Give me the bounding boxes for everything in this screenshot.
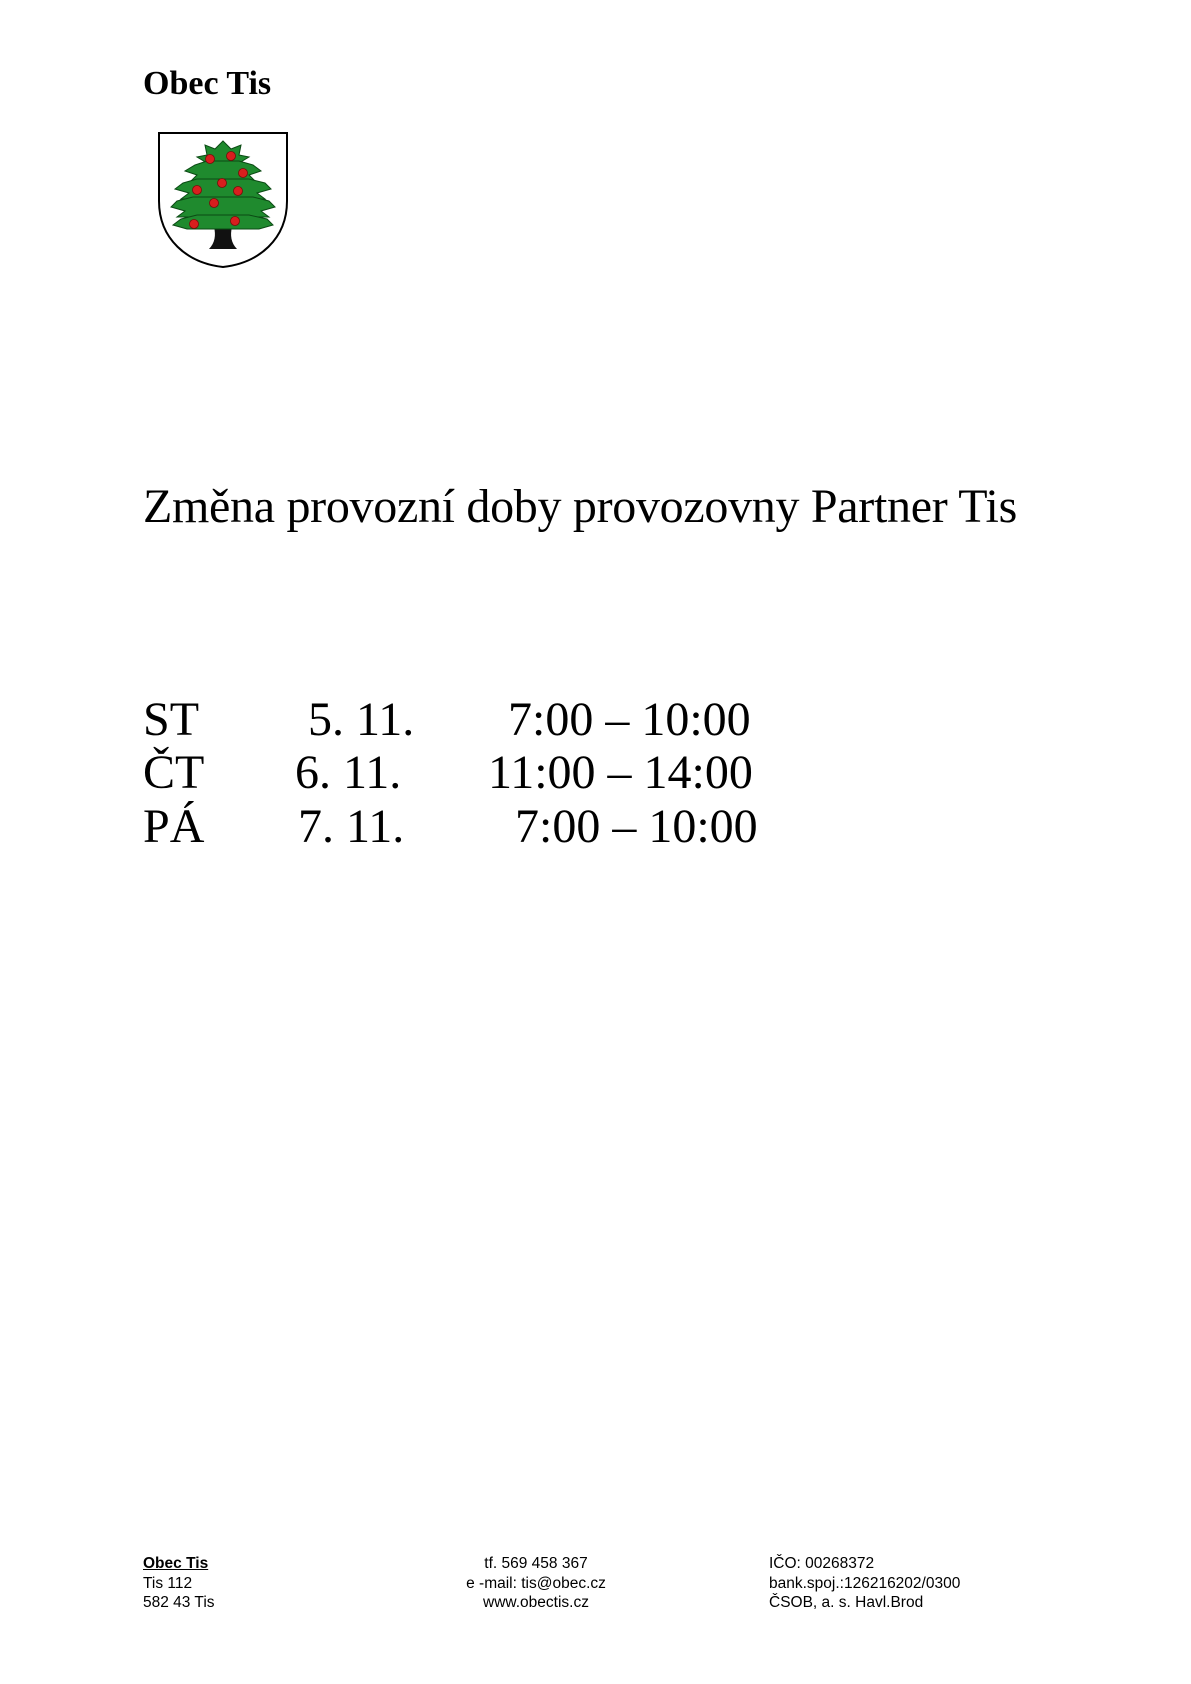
footer-web: www.obectis.cz: [483, 1594, 589, 1611]
schedule-row: [0, 745, 1191, 801]
footer-email: e -mail: tis@obec.cz: [466, 1574, 606, 1592]
notice-heading: Změna provozní doby provozovny Partner Tis: [143, 480, 1017, 533]
footer-street: Tis 112: [143, 1574, 193, 1592]
footer-address: [143, 1554, 215, 1613]
footer-city: 582 43 Tis: [143, 1594, 215, 1611]
schedule-day: ST: [143, 693, 200, 746]
coat-of-arms-icon: [157, 131, 289, 269]
schedule-date: 7. 11.: [298, 800, 405, 853]
schedule-date: 5. 11.: [308, 693, 415, 746]
footer-contact: [436, 1554, 636, 1613]
schedule-date: 6. 11.: [295, 746, 402, 799]
schedule-day: PÁ: [143, 800, 205, 853]
footer-bank-account: bank.spoj.:126216202/0300: [769, 1574, 961, 1592]
schedule-row: [0, 799, 1191, 855]
schedule-time: 7:00 – 10:00: [515, 800, 758, 853]
schedule-time: 7:00 – 10:00: [508, 693, 751, 746]
organization-title: Obec Tis: [143, 65, 272, 102]
footer-org-name: Obec Tis: [143, 1555, 209, 1572]
schedule-day: ČT: [143, 746, 205, 799]
footer-ico: IČO: 00268372: [769, 1555, 875, 1572]
footer-bank-name: ČSOB, a. s. Havl.Brod: [769, 1594, 924, 1611]
letterhead-footer: [0, 1554, 1191, 1624]
footer-bank: [769, 1554, 960, 1613]
schedule-time: 11:00 – 14:00: [488, 746, 753, 799]
footer-phone: tf. 569 458 367: [484, 1555, 588, 1572]
schedule-row: [0, 692, 1191, 748]
